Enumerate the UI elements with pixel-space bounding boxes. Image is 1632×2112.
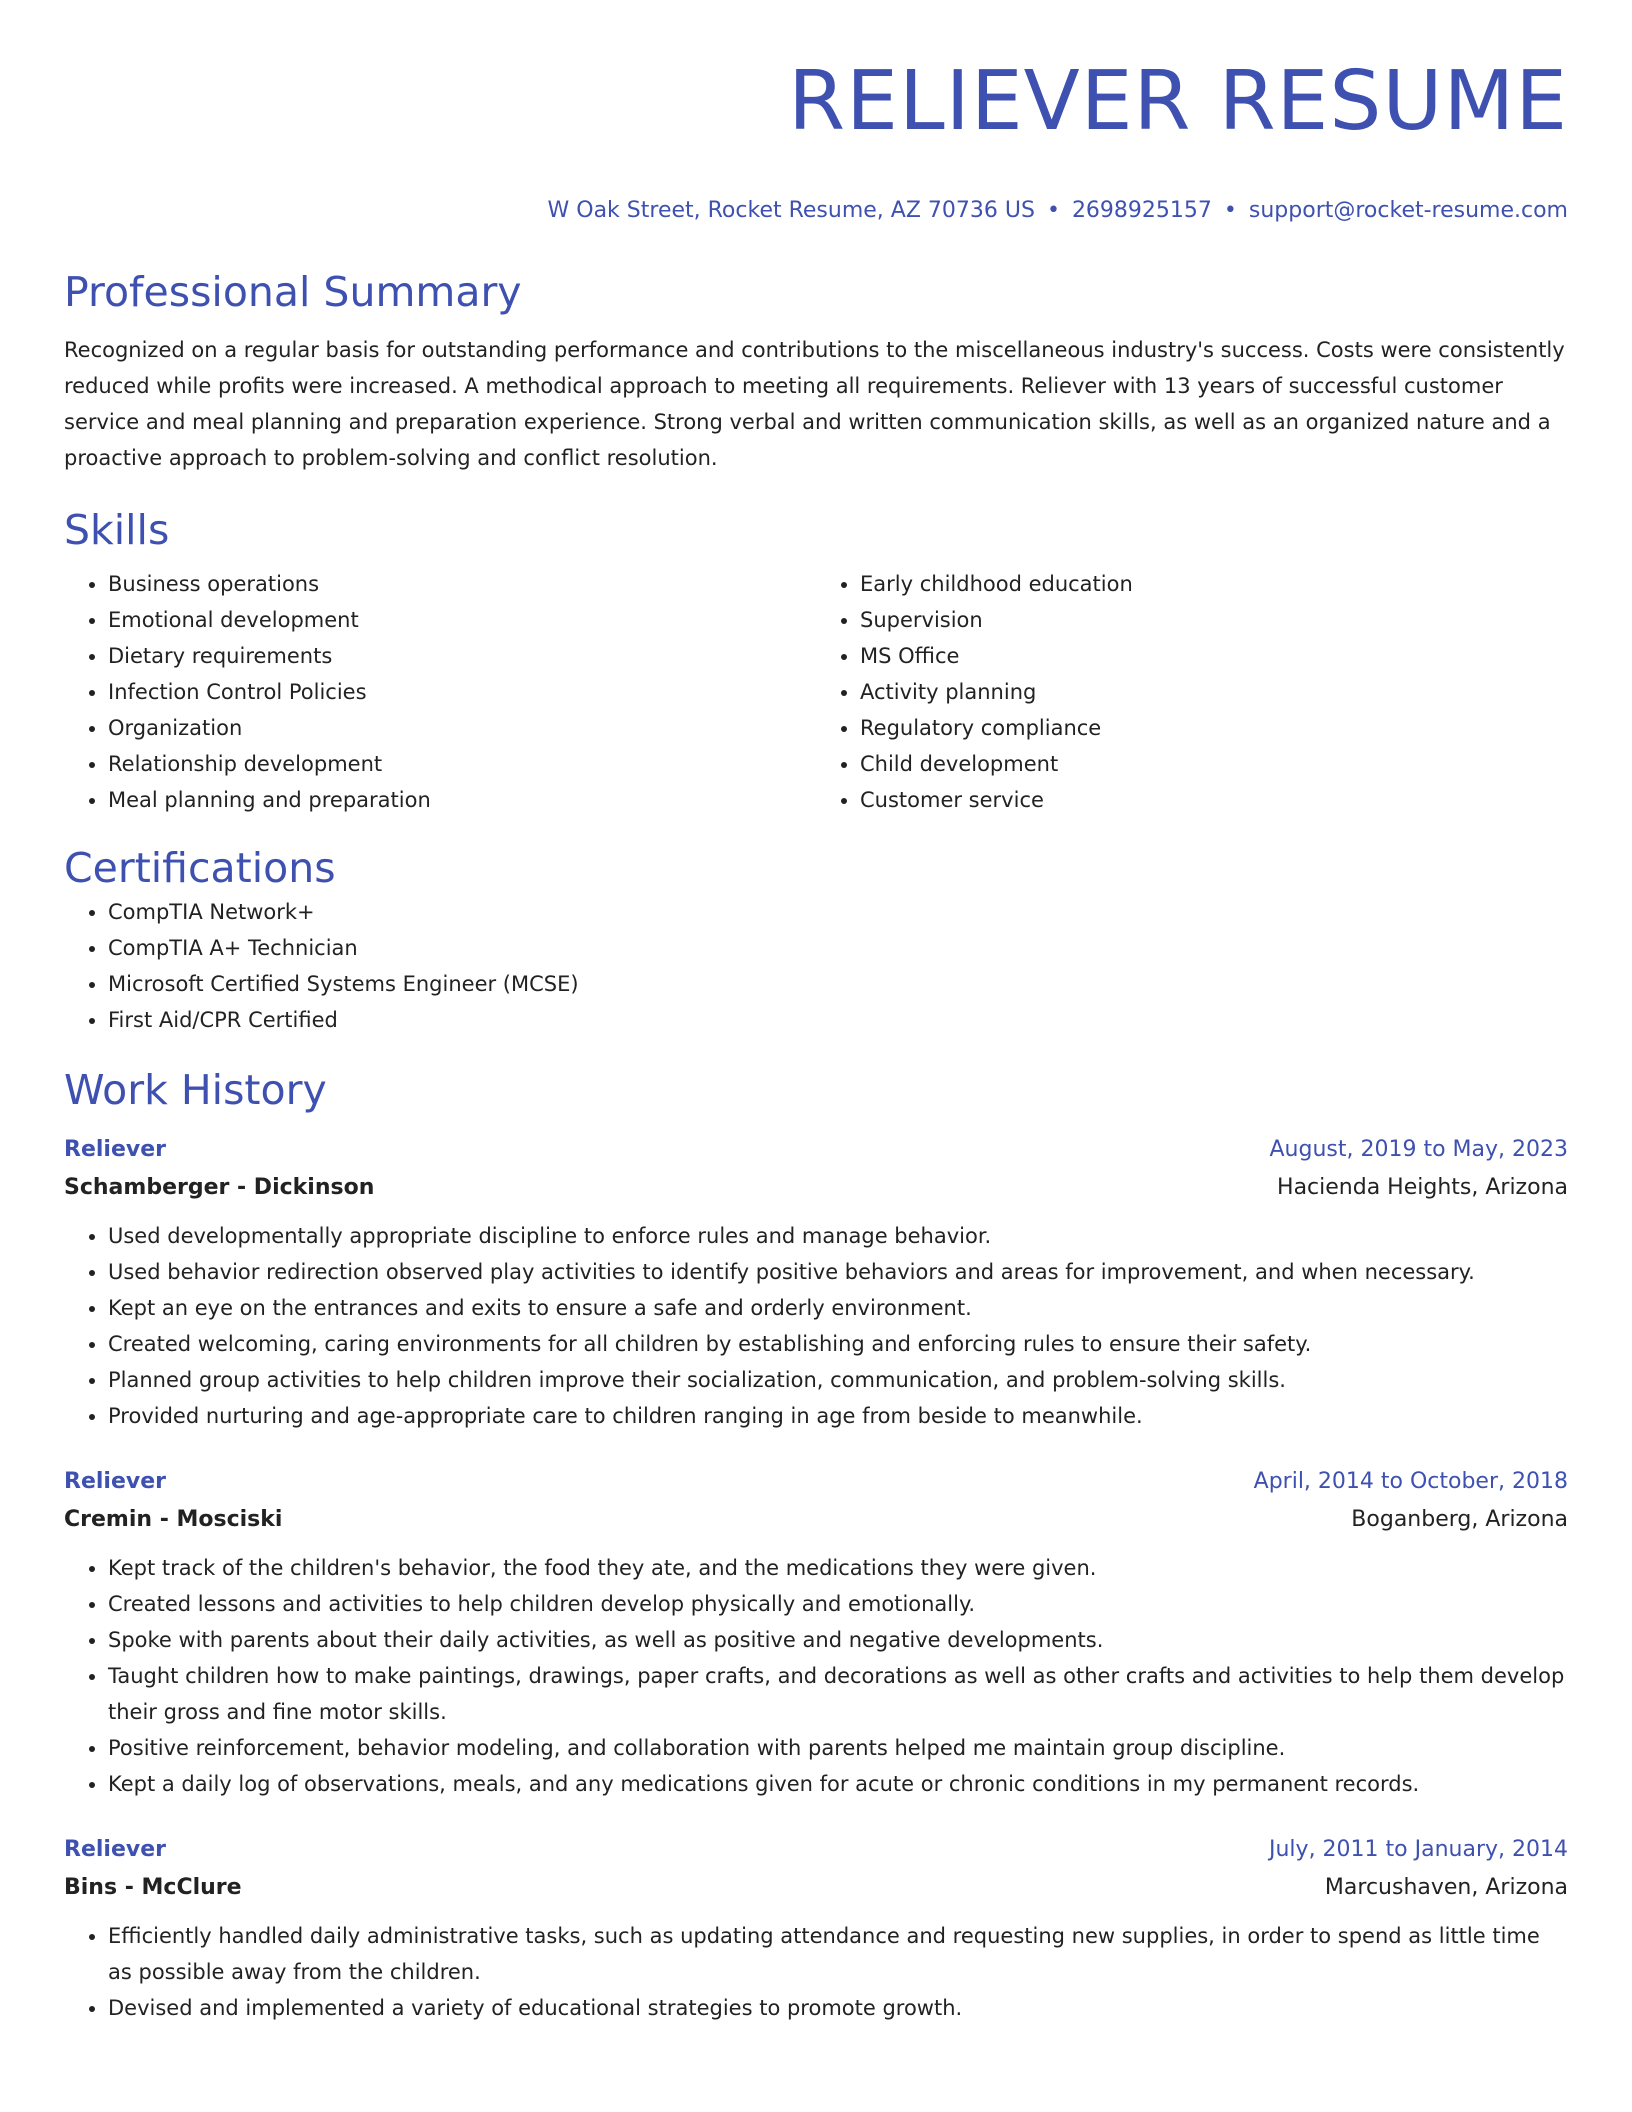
- job-employer: Schamberger - Dickinson: [64, 1175, 375, 1200]
- skills-list-right: [816, 566, 1568, 818]
- certification-item: • CompTIA Network+: [108, 894, 1568, 930]
- job-bullet: • Kept a daily log of observations, meals, and any medications given for acute or chronic conditions in my permanent records.: [108, 1766, 1568, 1802]
- job-bullet: • Planned group activities to help children improve their socialization, communication, and problem-solving skills.: [108, 1362, 1568, 1398]
- job-bullet: • Devised and implemented a variety of educational strategies to promote growth.: [108, 1990, 1568, 2026]
- summary-heading: Professional Summary: [64, 268, 522, 316]
- certification-item: • First Aid/CPR Certified: [108, 1002, 1568, 1038]
- skill-item: • Business operations: [108, 566, 816, 602]
- resume-name: RELIEVER RESUME: [788, 54, 1568, 149]
- job-bullet: • Efficiently handled daily administrative tasks, such as updating attendance and requesting new supplies, in order to spend as little time as possible away from the children.: [108, 1918, 1568, 1990]
- job-bullet: • Positive reinforcement, behavior modeling, and collaboration with parents helped me maintain group discipline.: [108, 1730, 1568, 1766]
- job-bullet: • Spoke with parents about their daily activities, as well as positive and negative developments.: [108, 1622, 1568, 1658]
- job-bullet: • Used behavior redirection observed play activities to identify positive behaviors and areas for improvement, and when necessary.: [108, 1254, 1568, 1290]
- skill-item: • Supervision: [860, 602, 1568, 638]
- skill-item: • Early childhood education: [860, 566, 1568, 602]
- summary-text: Recognized on a regular basis for outstanding performance and contributions to the miscellaneous industry's success. Costs were consistently reduced while profits were increased. A methodical approach to meeting all requirements. Reliever with 13 years of successful customer service and meal planning and preparation experience. Strong verbal and written communication skills, as well as an organized nature and a proactive approach to problem-solving and conflict resolution.: [64, 338, 1565, 470]
- skill-item: • Meal planning and preparation: [108, 782, 816, 818]
- certifications-heading: Certifications: [64, 844, 336, 892]
- contact-line: [64, 196, 1568, 226]
- contact-email: support@rocket-resume.com: [1248, 198, 1568, 223]
- job-bullet: • Kept an eye on the entrances and exits to ensure a safe and orderly environment.: [108, 1290, 1568, 1326]
- skill-item: • Activity planning: [860, 674, 1568, 710]
- skill-item: • Customer service: [860, 782, 1568, 818]
- job-bullets: [64, 1550, 1568, 1802]
- job-entry: [64, 1464, 1568, 1802]
- job-bullets: [64, 1218, 1568, 1434]
- job-title: Reliever: [64, 1469, 166, 1494]
- skill-item: • Organization: [108, 710, 816, 746]
- certifications-list: [64, 894, 1568, 1038]
- job-bullet: • Kept track of the children's behavior, the food they ate, and the medications they were given.: [108, 1550, 1568, 1586]
- job-location: Boganberg, Arizona: [1351, 1507, 1568, 1532]
- job-title: Reliever: [64, 1137, 166, 1162]
- job-dates: August, 2019 to May, 2023: [1269, 1137, 1568, 1162]
- skill-item: • Infection Control Policies: [108, 674, 816, 710]
- skill-item: • Child development: [860, 746, 1568, 782]
- job-bullet: • Taught children how to make paintings, drawings, paper crafts, and decorations as well as other crafts and activities to help them develop their gross and fine motor skills.: [108, 1658, 1568, 1730]
- work-history-heading: Work History: [64, 1066, 327, 1114]
- skill-item: • Dietary requirements: [108, 638, 816, 674]
- job-bullet: • Created welcoming, caring environments for all children by establishing and enforcing rules to ensure their safety.: [108, 1326, 1568, 1362]
- certification-item: • Microsoft Certified Systems Engineer (MCSE): [108, 966, 1568, 1002]
- job-location: Marcushaven, Arizona: [1324, 1875, 1568, 1900]
- job-dates: July, 2011 to January, 2014: [1269, 1837, 1568, 1862]
- job-employer: Bins - McClure: [64, 1875, 242, 1900]
- job-dates: April, 2014 to October, 2018: [1253, 1469, 1568, 1494]
- job-entry: [64, 1832, 1568, 2026]
- contact-separator: •: [1046, 198, 1060, 223]
- skills-heading: Skills: [64, 506, 170, 554]
- job-bullets: [64, 1918, 1568, 2026]
- skill-item: • Emotional development: [108, 602, 816, 638]
- job-location: Hacienda Heights, Arizona: [1277, 1175, 1568, 1200]
- job-entry: [64, 1132, 1568, 1434]
- job-bullet: • Provided nurturing and age-appropriate care to children ranging in age from beside to meanwhile.: [108, 1398, 1568, 1434]
- job-bullet: • Created lessons and activities to help children develop physically and emotionally.: [108, 1586, 1568, 1622]
- certification-item: • CompTIA A+ Technician: [108, 930, 1568, 966]
- skill-item: • Relationship development: [108, 746, 816, 782]
- skill-item: • Regulatory compliance: [860, 710, 1568, 746]
- job-employer: Cremin - Mosciski: [64, 1507, 283, 1532]
- skills-grid: [64, 566, 1568, 818]
- skills-list-left: [64, 566, 816, 818]
- contact-address: W Oak Street, Rocket Resume, AZ 70736 US: [547, 198, 1035, 223]
- skill-item: • MS Office: [860, 638, 1568, 674]
- contact-phone: 2698925157: [1071, 198, 1212, 223]
- contact-separator: •: [1223, 198, 1237, 223]
- job-title: Reliever: [64, 1837, 166, 1862]
- job-bullet: • Used developmentally appropriate discipline to enforce rules and manage behavior.: [108, 1218, 1568, 1254]
